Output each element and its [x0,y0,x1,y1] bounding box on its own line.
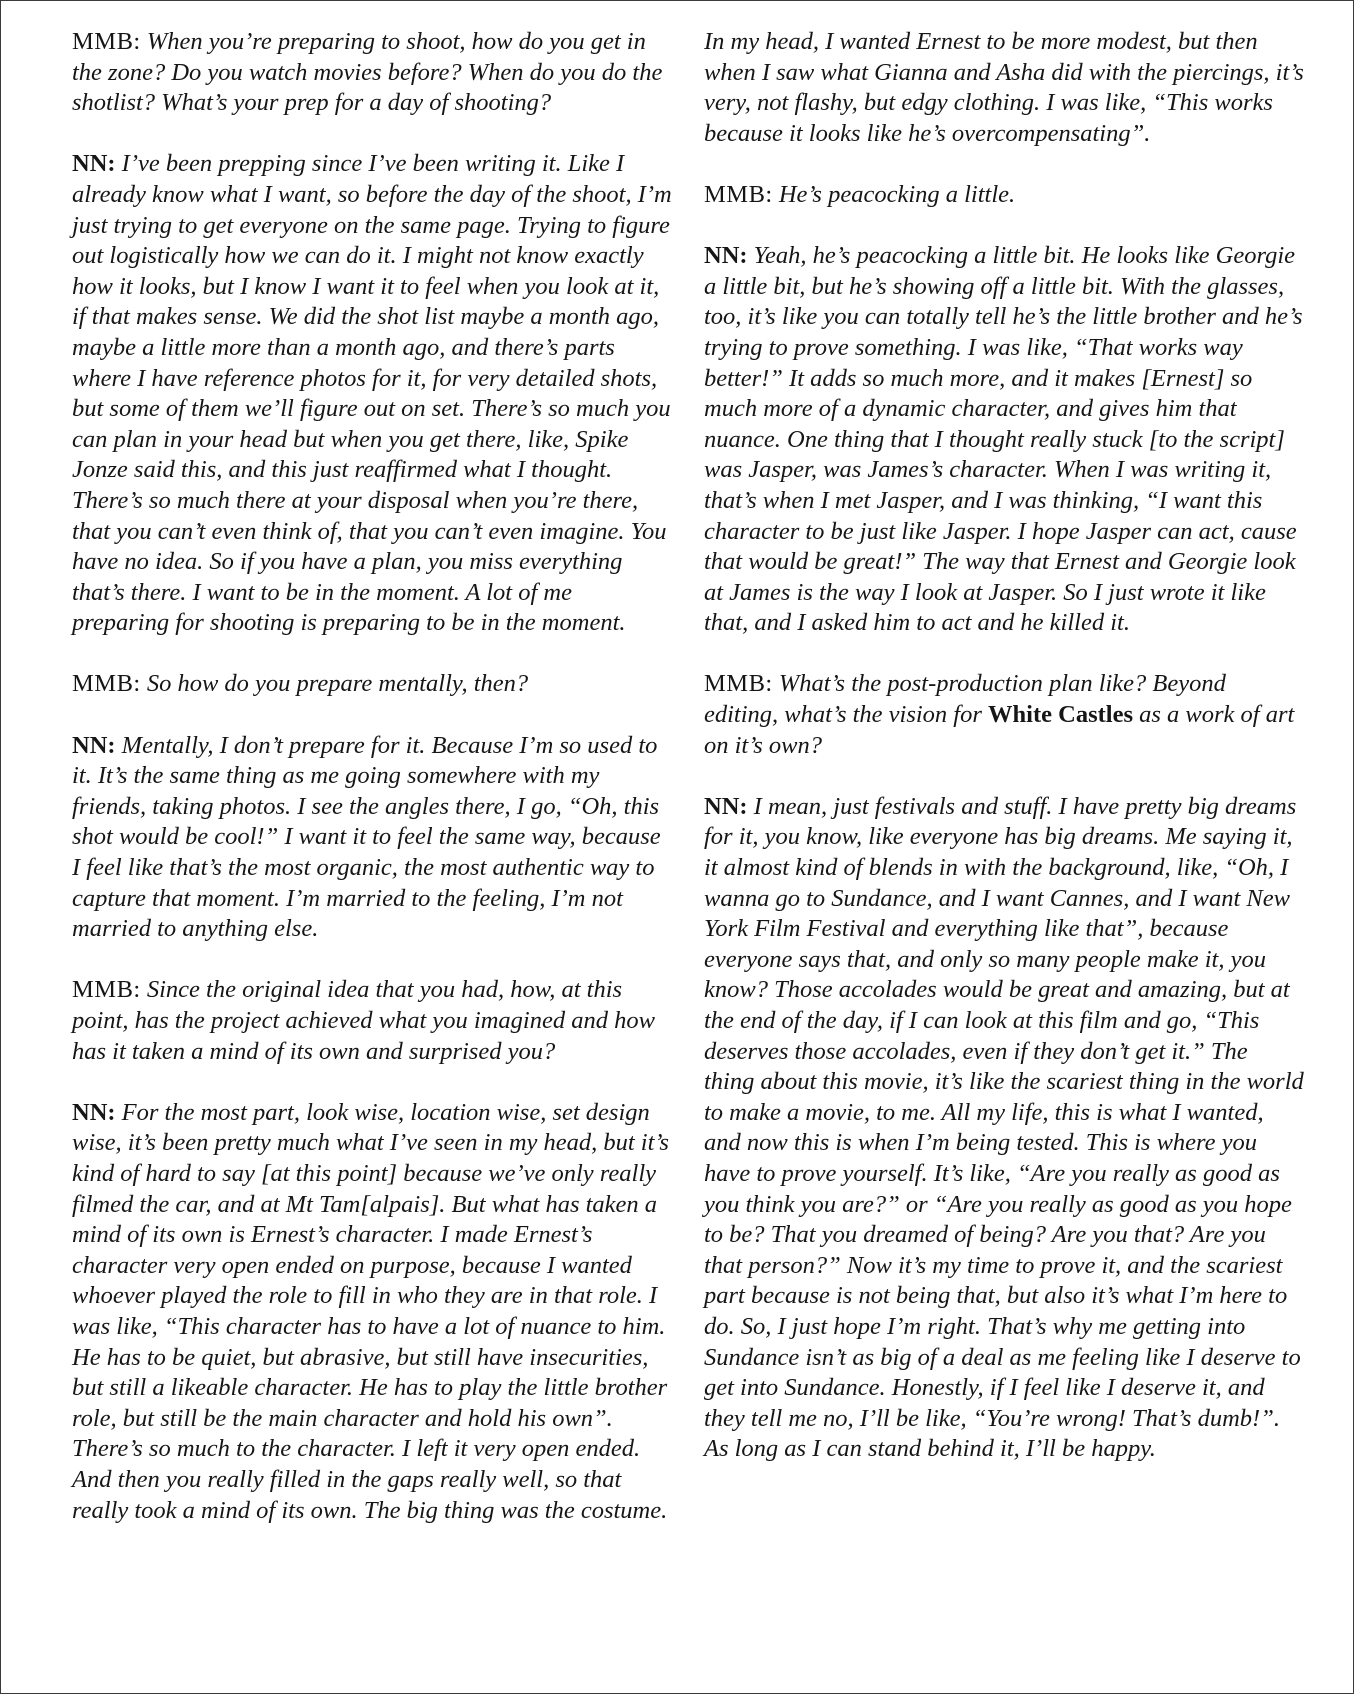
paragraph-text: So how do you prepare mentally, then? [146,670,529,698]
interview-paragraph [72,975,672,1067]
interview-paragraph [704,669,1304,761]
paragraph-text: as a work of art on it’s own? [704,701,1295,759]
paragraph-text: When you’re preparing to shoot, how do you get in the zone? Do you watch movies before? When do you do the shotlist? What’s your prep for a day of shooting? [72,28,663,117]
interview-paragraph-continued [704,27,1304,149]
paragraph-text: For the most part, look wise, location wise, set design wise, it’s been pretty much what I’ve seen in my head, but it’s kind of hard to say [at this point] because we’ve only really filmed the car, and at Mt Tam[alpais]. But what has taken a mind of its own is Ernest’s character. I made Ernest’s character very open ended on purpose, because I wanted whoever played the role to fill in who they are in that role. I was like, “This character has to have a lot of nuance to him. He has to be quiet, but abrasive, but still have insecurities, but still a likeable character. He has to play the little brother role, but still be the main character and hold his own”. There’s so much to the character. I left it very open ended. And then you really filled in the gaps really well, so that really took a mind of its own. The big thing was the costume. [72,1098,669,1524]
speaker-label: MMB: [704,180,773,208]
film-title: White Castles [988,701,1133,729]
interview-paragraph [704,180,1304,211]
speaker-label: NN: [72,1098,116,1126]
interview-paragraph [704,792,1304,1465]
left-column [72,27,672,1557]
interview-paragraph [72,149,672,639]
paragraph-text: Yeah, he’s peacocking a little bit. He looks like Georgie a little bit, but he’s showing off a little bit. With the glasses, too, it’s like you can totally tell he’s the little brother and he’s trying to prove something. I was like, “That works way better!” It adds so much more, and it makes [Ernest] so much more of a dynamic character, and gives him that nuance. One thing that I thought really stuck [to the script] was Jasper, was James’s character. When I was writing it, that’s when I met Jasper, and I was thinking, “I want this character to be just like Jasper. I hope Jasper can act, cause that would be great!” The way that Ernest and Georgie look at James is the way I look at Jasper. So I just wrote it like that, and I asked him to act and he killed it. [704,242,1303,637]
speaker-label: MMB: [72,28,141,55]
speaker-label: NN: [704,792,748,820]
paragraph-text: Mentally, I don’t prepare for it. Because I’m so used to it. It’s the same thing as me going somewhere with my friends, taking photos. I see the angles there, I go, “Oh, this shot would be cool!” I want it to feel the same way, because I feel like that’s the most organic, the most authentic way to capture that moment. I’m married to the feeling, I’m not married to anything else. [72,731,661,943]
speaker-label: MMB: [72,976,141,1004]
right-column [704,27,1304,1496]
speaker-label: NN: [72,150,116,178]
interview-paragraph [72,27,672,119]
interview-paragraph [704,241,1304,639]
paragraph-text: Since the original idea that you had, how, at this point, has the project achieved what you imagined and how has it taken a mind of its own and surprised you? [72,976,655,1065]
paragraph-text: I’ve been prepping since I’ve been writing it. Like I already know what I want, so before the day of the shoot, I’m just trying to get everyone on the same page. Trying to figure out logistically how we can do it. I might not know exactly how it looks, but I know I want it to feel when you look at it, if that makes sense. We did the shot list maybe a month ago, maybe a little more than a month ago, and there’s parts where I have reference photos for it, for very detailed shots, but some of them we’ll figure out on set. There’s so much you can plan in your head but when you get there, like, Spike Jonze said this, and this just reaffirmed what I thought. There’s so much there at your disposal when you’re there, that you can’t even think of, that you can’t even imagine. You have no idea. So if you have a plan, you miss everything that’s there. I want to be in the moment. A lot of me preparing for shooting is preparing to be in the moment. [72,150,672,637]
speaker-label: MMB: [704,670,773,698]
paragraph-text: What’s the post-production plan like? Beyond editing, what’s the vision for [704,670,1226,729]
paragraph-text: I mean, just festivals and stuff. I have pretty big dreams for it, you know, like everyone has big dreams. Me saying it, it almost kind of blends in with the background, like, “Oh, I wanna go to Sundance, and I want Cannes, and I want New York Film Festival and everything like that”, because everyone says that, and only so many people make it, you know? Those accolades would be great and amazing, but at the end of the day, if I can look at this film and go, “This deserves those accolades, even if they don’t get it.” The thing about this movie, it’s like the scariest thing in the world to make a movie, to me. All my life, this is what I wanted, and now this is when I’m being tested. This is where you have to prove yourself. It’s like, “Are you really as good as you think you are?” or “Are you really as good as you hope to be? That you dreamed of being? Are you that? Are you that person?” Now it’s my time to prove it, and the scariest part because is not being that, but also it’s what I’m here to do. So, I just hope I’m right. That’s why me getting into Sundance isn’t as big of a deal as me feeling like I deserve to get into Sundance. Honestly, if I feel like I deserve it, and they tell me no, I’ll be like, “You’re wrong! That’s dumb!”. As long as I can stand behind it, I’ll be happy. [704,792,1304,1463]
paragraph-text: In my head, I wanted Ernest to be more modest, but then when I saw what Gianna and Asha did with the piercings, it’s very, not flashy, but edgy clothing. I was like, “This works because it looks like he’s overcompensating”. [704,28,1304,147]
paragraph-text: He’s peacocking a little. [778,180,1016,208]
speaker-label: NN: [704,242,748,270]
interview-paragraph [72,669,672,700]
interview-paragraph [72,1098,672,1526]
speaker-label: NN: [72,731,116,759]
interview-paragraph [72,731,672,945]
speaker-label: MMB: [72,670,141,698]
